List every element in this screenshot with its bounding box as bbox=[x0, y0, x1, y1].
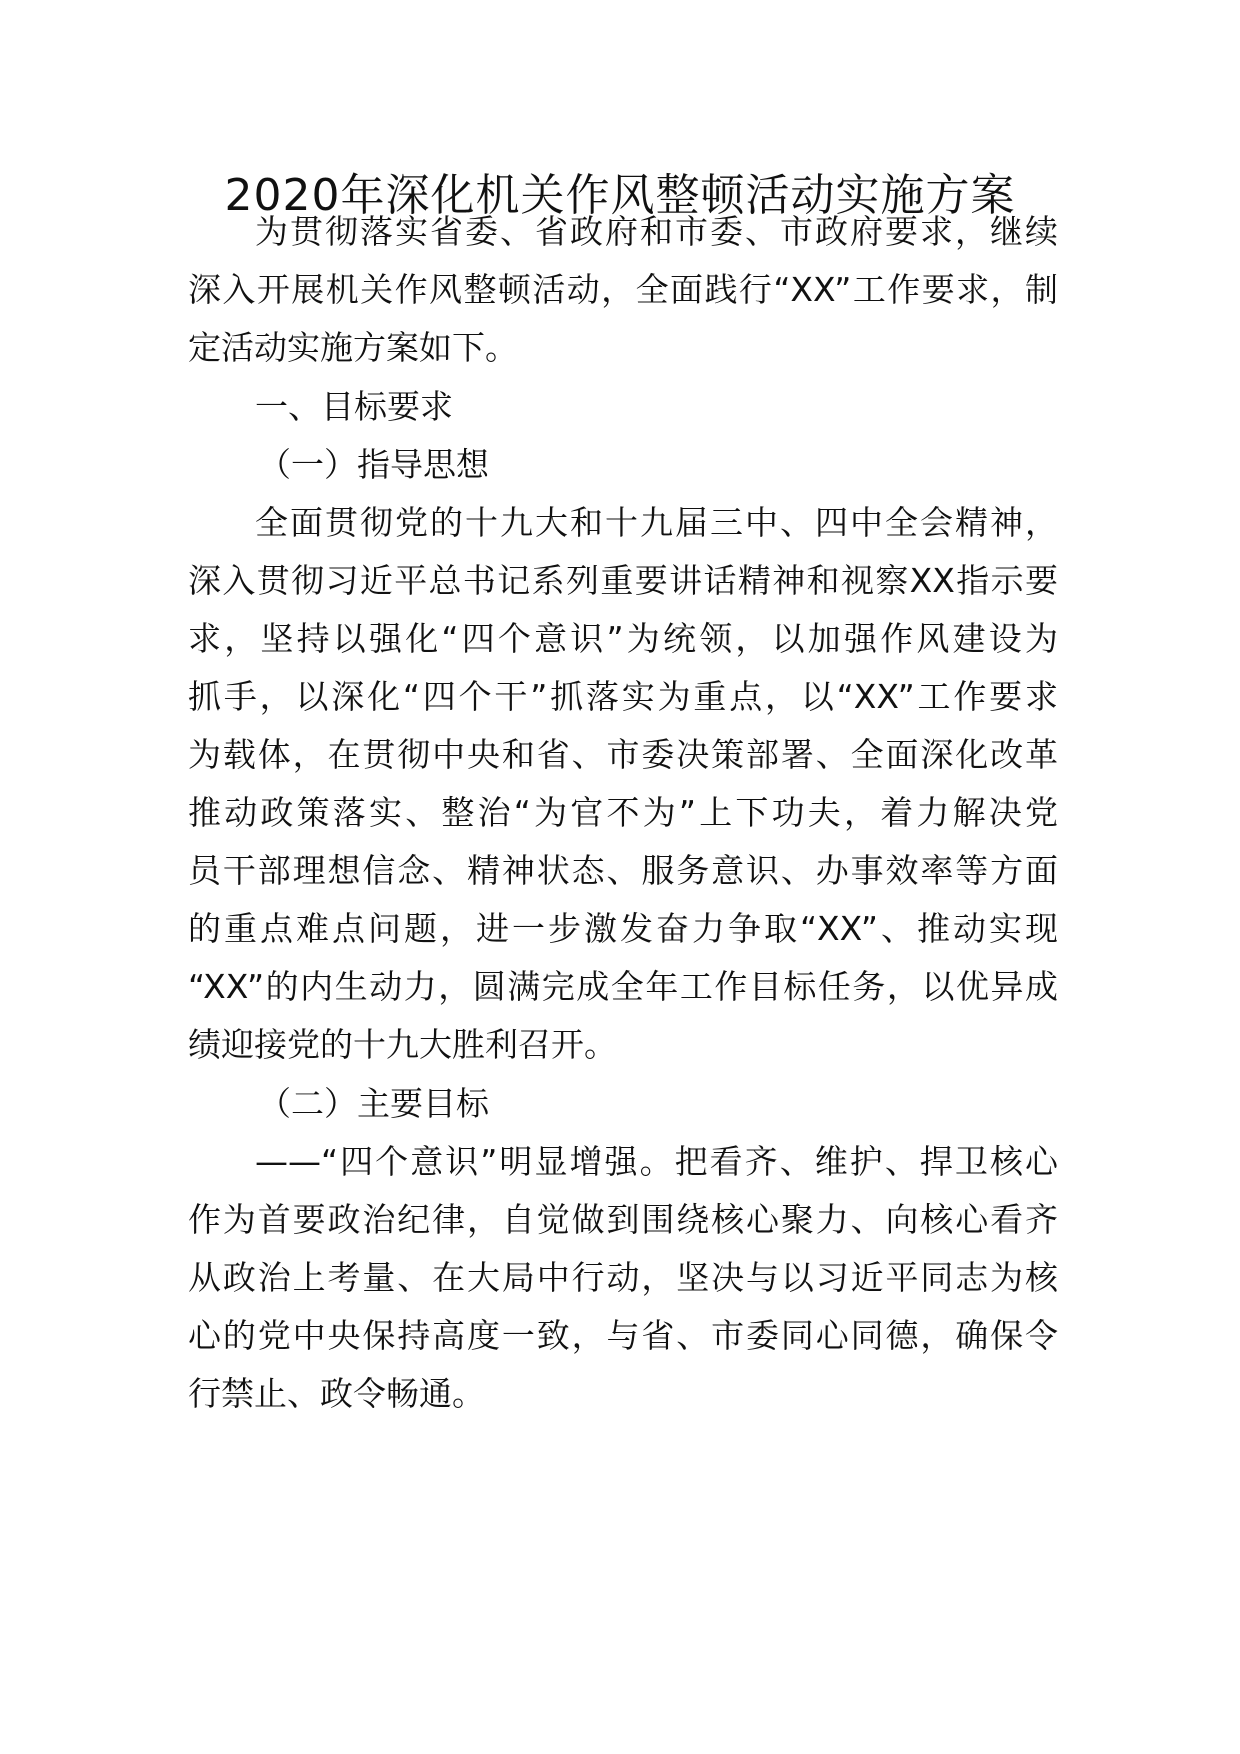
guiding-line-8: 的重点难点问题，进一步激发奋力争取“XX”、推动实现 bbox=[188, 909, 1058, 948]
guiding-line-1: 全面贯彻党的十九大和十九届三中、四中全会精神， bbox=[255, 503, 1058, 542]
guiding-line-2: 深入贯彻习近平总书记系列重要讲话精神和视察XX指示要 bbox=[188, 561, 1058, 600]
section-heading-goals: 一、目标要求 bbox=[255, 387, 453, 426]
guiding-line-4: 抓手，以深化“四个干”抓落实为重点，以“XX”工作要求 bbox=[188, 677, 1058, 716]
intro-line-3: 定活动实施方案如下。 bbox=[188, 328, 518, 367]
guiding-line-10: 绩迎接党的十九大胜利召开。 bbox=[188, 1025, 617, 1064]
document-title: 2020年深化机关作风整顿活动实施方案 bbox=[224, 170, 1016, 221]
goals-line-3: 从政治上考量、在大局中行动，坚决与以习近平同志为核 bbox=[188, 1258, 1058, 1297]
goals-line-4: 心的党中央保持高度一致，与省、市委同心同德，确保令 bbox=[188, 1316, 1058, 1355]
intro-line-1: 为贯彻落实省委、省政府和市委、市政府要求，继续 bbox=[255, 212, 1058, 251]
goals-line-5: 行禁止、政令畅通。 bbox=[188, 1374, 485, 1413]
goals-line-1: ——“四个意识”明显增强。把看齐、维护、捍卫核心 bbox=[255, 1142, 1058, 1181]
guiding-line-5: 为载体，在贯彻中央和省、市委决策部署、全面深化改革 bbox=[188, 735, 1058, 774]
guiding-line-3: 求，坚持以强化“四个意识”为统领，以加强作风建设为 bbox=[188, 619, 1058, 658]
intro-line-2: 深入开展机关作风整顿活动，全面践行“XX”工作要求，制 bbox=[188, 270, 1058, 309]
guiding-line-7: 员干部理想信念、精神状态、服务意识、办事效率等方面 bbox=[188, 851, 1058, 890]
guiding-line-9: “XX”的内生动力，圆满完成全年工作目标任务，以优异成 bbox=[188, 967, 1058, 1006]
subsection-heading-main-goals: （二）主要目标 bbox=[258, 1084, 489, 1123]
subsection-heading-guiding-ideology: （一）指导思想 bbox=[258, 445, 489, 484]
guiding-line-6: 推动政策落实、整治“为官不为”上下功夫，着力解决党 bbox=[188, 793, 1058, 832]
goals-line-2: 作为首要政治纪律，自觉做到围绕核心聚力、向核心看齐 bbox=[188, 1200, 1058, 1239]
